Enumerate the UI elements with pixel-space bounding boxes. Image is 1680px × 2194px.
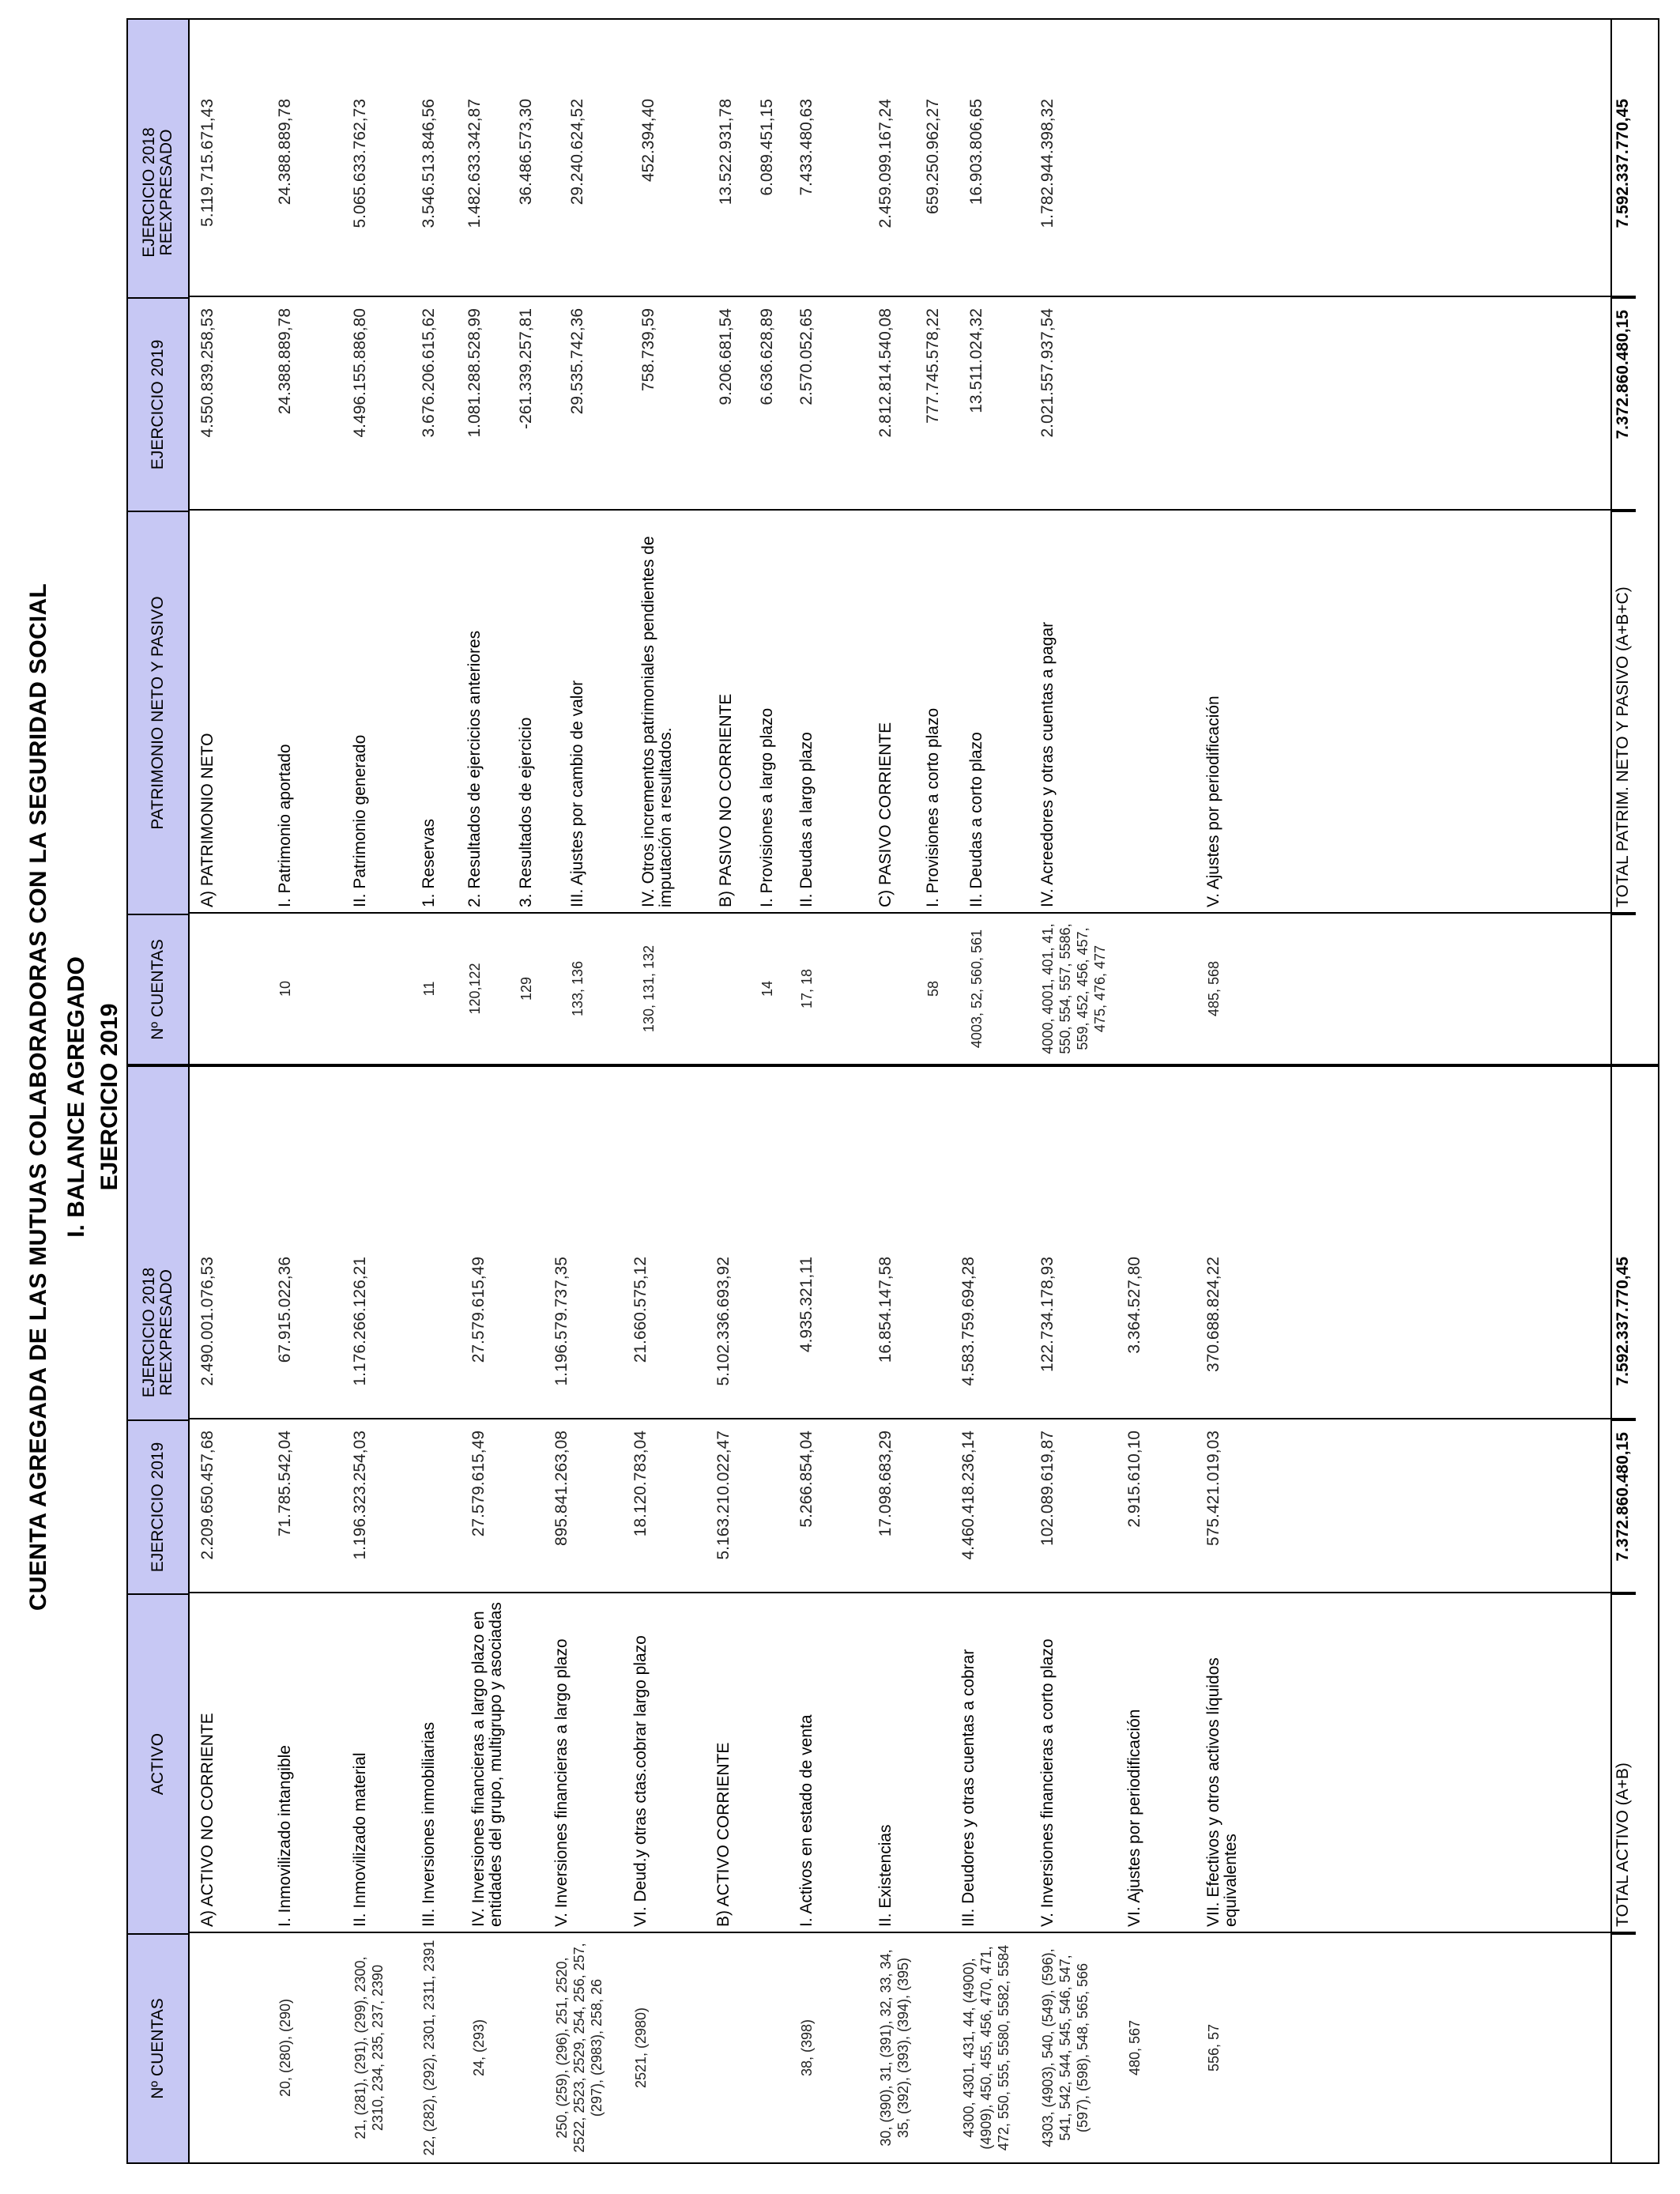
pasivo-table-row [718,20,735,1064]
pasivo-cell-accounts: 58 [925,980,941,997]
pasivo-cell-label: I. Provisiones a largo plazo [758,707,776,907]
pasivo-cell-accounts: 10 [277,980,293,997]
pasivo-cell-y2019: 777.745.578,22 [924,308,942,424]
pasivo-table-row [1205,20,1222,1064]
pasivo-cell-y2018: 5.119.715.671,43 [198,99,217,227]
pasivo-cell-label: III. Ajustes por cambio de valor [568,680,586,907]
pasivo-cell-y2019: 29.535.742,36 [568,308,586,415]
activo-cell-y2018: 1.196.579.737,35 [552,1257,571,1386]
balance-tables [126,0,1659,2164]
pasivo-cell-y2019: 3.676.206.615,62 [420,308,438,438]
activo-total-y2019: 7.372.860.480,15 [1612,1419,1636,1593]
pasivo-table-row [420,20,438,1064]
activo-cell-y2018: 2.490.001.076,53 [198,1257,217,1386]
pasivo-cell-y2018: 659.250.962,27 [924,99,942,214]
pasivo-table-row [277,20,294,1064]
activo-table-row [960,1067,1012,2162]
pasivo-total-row [1610,20,1636,1064]
activo-header-label: ACTIVO [128,1593,188,1933]
pasivo-cell-y2019: 24.388.889,78 [276,308,294,415]
activo-table-body [190,1067,1636,2162]
pasivo-cell-y2019: -261.339.257,81 [517,308,535,429]
activo-cell-label: III. Deudores y otras cuentas a cobrar [959,1649,977,1927]
activo-column-divider [190,1592,1636,1593]
activo-cell-y2018: 3.364.527,80 [1125,1257,1143,1354]
pasivo-cell-y2018: 452.394,40 [639,99,657,183]
pasivo-cell-y2018: 29.240.624,52 [568,99,586,205]
activo-cell-y2018: 16.854.147,58 [876,1257,895,1363]
pasivo-table-row [798,20,816,1064]
pasivo-cell-accounts: 485, 568 [1206,960,1222,1017]
activo-cell-label: I. Inmovilizado intangible [276,1745,294,1927]
pasivo-cell-y2019: 4.550.839.258,53 [198,308,217,438]
pasivo-table-row [968,20,985,1064]
pasivo-cell-accounts: 4000, 4001, 401, 41, 550, 554, 557, 5586, 559, 452, 456, 457, 475, 476, 477 [1040,923,1108,1054]
pasivo-column-divider [190,509,1636,511]
pasivo-cell-y2019: 1.081.288.528,99 [465,308,484,438]
activo-cell-y2019: 71.785.542,04 [276,1431,294,1537]
pasivo-cell-y2019: 9.206.681,54 [717,308,735,405]
activo-cell-accounts: 4303, (4903), 540, (549), (596), 541, 542, 544, 545, 546, 547, (597), (598), 548, 565, 566 [1040,1948,1090,2147]
pasivo-cell-accounts: 120,122 [467,963,483,1015]
activo-cell-accounts: 20, (280), (290) [277,1998,293,2098]
activo-cell-accounts: 30, (390), 31, (391), 32, 33, 34, 35, (392), (393), (394), (395) [878,1949,911,2147]
activo-cell-accounts: 4300, 4301, 431, 44, (4900), (4909), 450, 455, 456, 470, 471, 472, 550, 555, 5580, 5582, 5584 [961,1944,1011,2151]
activo-table-row [798,1067,816,2162]
pasivo-cell-y2018: 1.782.944.398,32 [1038,99,1057,228]
activo-cell-accounts: 556, 57 [1206,2023,1222,2072]
pasivo-cell-y2018: 16.903.806,65 [967,99,985,205]
pasivo-table-row [640,20,675,1064]
activo-cell-y2018: 370.688.824,22 [1204,1257,1222,1372]
pasivo-cell-accounts: 11 [421,981,437,997]
activo-table-row [470,1067,505,2162]
pasivo-cell-y2019: 2.812.814.540,08 [876,308,895,438]
pasivo-table-row [352,20,369,1064]
activo-cell-y2018: 67.915.022,36 [276,1257,294,1363]
pasivo-table-row [759,20,776,1064]
pasivo-cell-label: 1. Reservas [420,818,438,907]
pasivo-header-row [128,20,190,1064]
pasivo-cell-y2018: 36.486.573,30 [517,99,535,205]
activo-cell-label: I. Activos en estado de venta [797,1714,816,1927]
pasivo-table-row [518,20,535,1064]
activo-table-row [420,1067,438,2162]
pasivo-cell-label: 2. Resultados de ejercicios anteriores [465,630,484,907]
pasivo-cell-y2019: 6.636.628,89 [758,308,776,405]
activo-cell-y2019: 17.098.683,29 [876,1431,895,1537]
pasivo-cell-y2019: 758.739,59 [639,308,657,392]
pasivo-header-accounts: Nº CUENTAS [128,914,188,1064]
activo-table-row [632,1067,650,2162]
activo-cell-y2019: 4.460.418.236,14 [959,1431,977,1560]
activo-total-y2018: 7.592.337.770,45 [1614,1257,1632,1386]
pasivo-cell-label: I. Provisiones a corto plazo [924,707,942,907]
activo-cell-y2019: 2.209.650.457,68 [198,1431,217,1560]
pasivo-cell-y2018: 1.482.633.342,87 [465,99,484,228]
activo-cell-y2019: 18.120.783,04 [631,1431,650,1537]
activo-cell-y2019: 5.163.210.022,47 [714,1431,733,1560]
pasivo-column-divider [190,296,1636,297]
pasivo-cell-label: II. Patrimonio generado [351,734,369,907]
activo-cell-y2018: 122.734.178,93 [1038,1257,1057,1372]
pasivo-cell-y2018: 3.546.513.846,56 [420,99,438,228]
activo-cell-y2018: 27.579.615,49 [469,1257,488,1363]
pasivo-cell-label: V. Ajustes por periodificación [1204,696,1222,907]
pasivo-table [126,18,1659,1065]
pasivo-cell-y2019: 2.021.557.937,54 [1038,308,1057,438]
pasivo-cell-y2019: 13.511.024,32 [967,308,985,413]
activo-cell-accounts: 250, (259), (296), 251, 2520, 2522, 2523, 2529, 254, 256, 257, (297), (2983), 258, 26 [554,1943,605,2153]
activo-cell-y2019: 1.196.323.254,03 [351,1431,369,1560]
pasivo-table-row [925,20,942,1064]
activo-cell-label: V. Inversiones financieras a largo plazo [552,1638,571,1927]
activo-cell-label: II. Existencias [876,1824,895,1927]
pasivo-header-y2018: EJERCICIO 2018 REEXPRESADO [140,127,175,258]
activo-table-row [1039,1067,1091,2162]
activo-cell-label: A) ACTIVO NO CORRIENTE [198,1713,217,1927]
pasivo-cell-y2018: 7.433.480,63 [797,99,816,196]
activo-cell-y2019: 575.421.019,03 [1204,1431,1222,1546]
pasivo-cell-label: I. Patrimonio aportado [276,744,294,907]
pasivo-cell-y2018: 6.089.451,15 [758,99,776,196]
activo-cell-accounts: 22, (282), (292), 2301, 2311, 2391 [421,1940,437,2156]
pasivo-cell-y2018: 2.459.099.167,24 [876,99,895,228]
activo-cell-label: V. Inversiones financieras a corto plazo [1038,1638,1057,1927]
activo-table [126,1065,1659,2164]
pasivo-cell-label: 3. Resultados de ejercicio [517,717,535,907]
pasivo-total-y2018: 7.592.337.770,45 [1614,99,1632,228]
activo-cell-label: II. Inmovilizado material [351,1752,369,1927]
activo-table-row [1205,1067,1240,2162]
activo-cell-label: VI. Deud.y otras ctas.cobrar largo plazo [631,1635,650,1927]
activo-header-y2019: EJERCICIO 2019 [128,1419,188,1593]
activo-cell-y2019: 5.266.854,04 [797,1431,816,1528]
activo-cell-y2018: 21.660.575,12 [631,1257,650,1363]
activo-cell-label: VII. Efectivos y otros activos líquidos equivalentes [1204,1657,1240,1927]
activo-total-accounts [1612,1933,1636,2162]
pasivo-cell-accounts: 133, 136 [570,960,586,1017]
pasivo-cell-accounts: 129 [518,976,534,1001]
pasivo-table-row [569,20,586,1064]
activo-header-y2018: EJERCICIO 2018 REEXPRESADO [140,1267,175,1398]
pasivo-total-y2019: 7.372.860.480,15 [1612,297,1636,511]
pasivo-cell-y2019: 2.570.052,65 [797,308,816,405]
activo-cell-y2019: 27.579.615,49 [469,1431,488,1537]
activo-table-row [715,1067,733,2162]
pasivo-table-row [1039,20,1109,1064]
activo-cell-label: IV. Inversiones financieras a largo plazo en entidades del grupo, multigrupo y asociadas [469,1602,505,1927]
document-title: CUENTA AGREGADA DE LAS MUTUAS COLABORADORAS CON LA SEGURIDAD SOCIAL [25,582,51,1612]
activo-cell-y2018: 5.102.336.693,92 [714,1257,733,1386]
activo-cell-y2019: 895.841.263,08 [552,1431,571,1546]
activo-table-row [199,1067,217,2162]
activo-cell-y2018: 4.935.321,11 [797,1257,816,1353]
pasivo-cell-y2018: 13.522.931,78 [717,99,735,205]
pasivo-table-row [877,20,895,1064]
activo-header-accounts: Nº CUENTAS [128,1933,188,2162]
pasivo-cell-accounts: 130, 131, 132 [641,944,657,1033]
activo-table-row [1126,1067,1143,2162]
activo-cell-y2018: 1.176.266.126,21 [351,1257,369,1386]
pasivo-cell-label: B) PASIVO NO CORRIENTE [717,693,735,907]
pasivo-cell-label: C) PASIVO CORRIENTE [876,722,895,907]
activo-cell-accounts: 38, (398) [799,2019,815,2077]
activo-table-row [277,1067,294,2162]
activo-cell-accounts: 21, (281), (291), (299), 2300, 2310, 234, 235, 237, 2390 [352,1956,386,2139]
pasivo-table-row [466,20,484,1064]
pasivo-total-label: TOTAL PATRIM. NETO Y PASIVO (A+B+C) [1612,511,1636,914]
pasivo-cell-y2018: 5.065.633.762,73 [351,99,369,228]
pasivo-header-y2019: EJERCICIO 2019 [128,297,188,511]
pasivo-column-divider [190,912,1636,914]
pasivo-cell-label: II. Deudas a corto plazo [967,732,985,907]
activo-cell-label: III. Inversiones inmobiliarias [420,1721,438,1927]
activo-cell-accounts: 2521, (2980) [633,2007,649,2089]
activo-column-divider [190,1932,1636,1933]
activo-cell-accounts: 480, 567 [1127,2019,1143,2076]
activo-table-row [877,1067,912,2162]
pasivo-cell-accounts: 17, 18 [799,968,815,1009]
activo-cell-label: B) ACTIVO CORRIENTE [714,1742,733,1927]
activo-cell-y2018: 4.583.759.694,28 [959,1257,977,1386]
activo-table-row [553,1067,605,2162]
pasivo-cell-y2019: 4.496.155.886,80 [351,308,369,438]
document-subtitle: I. BALANCE AGREGADO [63,956,89,1238]
activo-column-divider [190,1418,1636,1419]
pasivo-table-row [199,20,217,1064]
pasivo-header-label: PATRIMONIO NETO Y PASIVO [128,511,188,914]
pasivo-cell-accounts: 4003, 52, 560, 561 [969,929,985,1049]
pasivo-table-body [190,20,1636,1064]
activo-total-row [1610,1067,1636,2162]
pasivo-cell-label: A) PATRIMONIO NETO [198,733,217,907]
activo-total-label: TOTAL ACTIVO (A+B) [1612,1593,1636,1933]
pasivo-cell-label: IV. Otros incrementos patrimoniales pendientes de imputación a resultados. [639,536,675,907]
activo-cell-y2019: 2.915.610,10 [1125,1431,1143,1528]
activo-header-row [128,1067,190,2162]
pasivo-cell-label: IV. Acreedores y otras cuentas a pagar [1038,621,1057,907]
activo-cell-label: VI. Ajustes por periodificación [1125,1709,1143,1927]
activo-cell-accounts: 24, (293) [471,2019,487,2077]
pasivo-cell-accounts: 14 [759,980,775,997]
document-period: EJERCICIO 2019 [96,1003,122,1191]
pasivo-total-accounts [1612,914,1636,1064]
activo-cell-y2019: 102.089.619,87 [1038,1431,1057,1546]
pasivo-cell-y2018: 24.388.889,78 [276,99,294,205]
activo-table-row [352,1067,386,2162]
pasivo-cell-label: II. Deudas a largo plazo [797,732,816,907]
